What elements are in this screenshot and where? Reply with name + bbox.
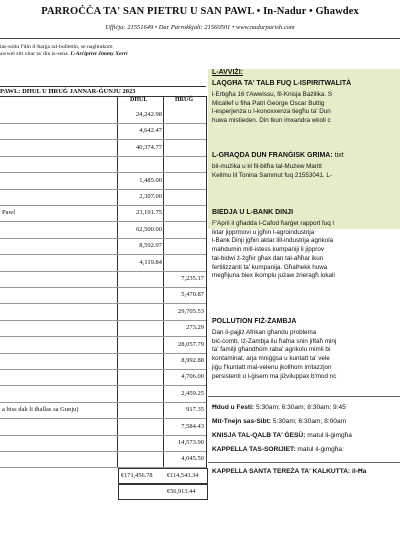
info-label: KAPPELLA TAS-SORIJIET: bbox=[212, 446, 296, 453]
expense-cell: 14,573.90 bbox=[178, 439, 204, 446]
table-row bbox=[0, 123, 206, 140]
expense-cell: 273.29 bbox=[186, 324, 204, 332]
income-header: DĦUL bbox=[130, 97, 148, 103]
expense-cell: 8,992.88 bbox=[181, 357, 204, 364]
signature: L-Arċipriet Jimmy Xerri bbox=[70, 51, 128, 57]
text-line: mahdumin mill-istess kumpaniji li jipprov bbox=[212, 246, 324, 254]
row-label: a biss dak li tħallas sa Ġunju) bbox=[2, 406, 79, 414]
header-divider bbox=[0, 38, 400, 39]
weekday-mass-times bbox=[212, 418, 346, 425]
intro-line: awwel sitt xhur ta' din is-sena. bbox=[0, 51, 69, 57]
intro-text bbox=[0, 44, 206, 58]
table-row bbox=[0, 173, 206, 190]
income-cell: 23,191.75 bbox=[136, 209, 162, 217]
balance-row bbox=[118, 484, 208, 500]
table-title: PAWL: DĦUL U ĦRUĠ JANNAR-ĠUNJU 2023 bbox=[0, 86, 206, 97]
expense-cell: 7,235.17 bbox=[181, 275, 204, 282]
income-cell: 4,119.84 bbox=[139, 258, 162, 266]
grima-heading-text: L-GĦAQDA DUN FRANĠISK GRIMA: bbox=[212, 152, 333, 159]
income-cell: 8,592.97 bbox=[139, 242, 162, 250]
table-row bbox=[0, 304, 206, 321]
income-cell: 40,374.77 bbox=[136, 143, 162, 151]
text-line: huwa mistieden. Din tkun imxandra wkoll c bbox=[212, 117, 331, 125]
parish-title: PARROĊĊA TA' SAN PIETRU U SAN PAWL • In-Nadur • Għawdex bbox=[41, 6, 359, 17]
text-line: tal-bidwi ż-żgħir għax dan tal-aħħar ikun bbox=[212, 254, 324, 262]
sacred-heart-church-times bbox=[212, 432, 352, 439]
text-line: Kellmu lil Tonina Sammut fuq 21553041. L- bbox=[212, 171, 332, 179]
section-divider bbox=[208, 462, 400, 463]
table-row bbox=[0, 189, 206, 206]
expense-cell: 28,057.79 bbox=[178, 340, 204, 348]
table-row bbox=[0, 320, 206, 337]
table-row bbox=[0, 238, 206, 255]
table-row bbox=[0, 255, 206, 272]
prayer-meeting-heading: LAQGĦA TA' TALB FUQ L-ISPIRITWALITÀ bbox=[212, 80, 352, 87]
text-line: Dan il-pajjiż Afrikan għandu problema bbox=[212, 329, 317, 336]
grid-line bbox=[206, 96, 207, 468]
sunday-mass-times bbox=[212, 404, 346, 411]
sisters-chapel-times bbox=[212, 446, 344, 453]
info-value: matul il-ġimgħa bbox=[307, 432, 352, 439]
table-row bbox=[0, 419, 206, 436]
teresa-chapel-times bbox=[212, 468, 366, 475]
text-line: Micallef u fiha Patri George Oscar Buttig bbox=[212, 99, 325, 107]
text-line: iktar jipprmovi u jgħin l-agroindustrija bbox=[212, 228, 315, 236]
income-cell: 1,485.00 bbox=[139, 176, 162, 184]
info-value: 5:30am; 6:30am; 8:30am; 9:45 bbox=[255, 404, 346, 411]
table-row bbox=[0, 451, 206, 468]
info-label: KNISJA TAL-QALB TA' ĠESÙ: bbox=[212, 432, 306, 439]
text-line: ta' familji għandhom raba' agrikolu mimli bi bbox=[212, 346, 331, 354]
parish-contacts: Uffiċju: 21551649 • Dar Parrokkjali: 21560501 • www.nadurparish.com bbox=[105, 24, 295, 31]
income-cell: 2,307.00 bbox=[139, 193, 162, 200]
agriculture-heading: BIEDJA U L-BANK DINJI bbox=[212, 209, 294, 216]
agriculture-text bbox=[212, 220, 400, 281]
text-line: l-Erbgħa 16 t'Awwissu, fil-Knisja Bażilika. S bbox=[212, 91, 333, 98]
table-row bbox=[0, 353, 206, 370]
page-header bbox=[0, 0, 400, 40]
expense-cell: 917.35 bbox=[186, 406, 204, 414]
text-line: F'April il għadda l-Cafod ħarġet rapport fuq l bbox=[212, 220, 334, 227]
expense-cell: 4,706.00 bbox=[181, 373, 204, 381]
info-label: Ħdud u Festi: bbox=[212, 404, 255, 411]
totals-block bbox=[118, 468, 206, 506]
info-value: matul il-ġimgħa: bbox=[297, 446, 344, 453]
row-label: Pawl bbox=[2, 209, 15, 217]
text-line: persistenti u l-ġisem ma jiżviluppax b'mod nc bbox=[212, 372, 337, 380]
table-row bbox=[0, 435, 206, 452]
text-line: l-esperjenza u l-konoxxenza tiegħu ta' Dun bbox=[212, 108, 331, 116]
table-row bbox=[0, 369, 206, 386]
income-cell: 24,242.98 bbox=[136, 111, 162, 118]
expense-header: ĦRUĠ bbox=[175, 97, 193, 103]
table-column-headers bbox=[0, 96, 206, 106]
table-row bbox=[0, 156, 206, 173]
table-row bbox=[0, 205, 206, 222]
table-row bbox=[0, 287, 206, 304]
intro-line: tas-soltu f'din il-ħarġa tal-bullettin, se naghtukom bbox=[0, 44, 113, 50]
total-expense: €114,543.34 bbox=[167, 472, 199, 479]
grima-heading bbox=[212, 152, 344, 159]
info-label: KAPPELLA SANTA TEREŻA TA' KALKUTTA: bbox=[212, 468, 351, 475]
balance: €56,913.44 bbox=[167, 488, 196, 495]
text-line: bil-mużika u kl fil-bitħa tal-Mużew Maritt bbox=[212, 163, 322, 170]
totals-row bbox=[118, 468, 208, 484]
table-row bbox=[0, 337, 206, 354]
expense-cell: 7,584.43 bbox=[181, 422, 204, 430]
income-cell: 62,500.00 bbox=[136, 225, 162, 233]
info-value: 5:30am; 6:30am; 8:00am bbox=[272, 418, 347, 425]
table-row bbox=[0, 271, 206, 288]
table-row bbox=[0, 402, 206, 419]
table-row bbox=[0, 222, 206, 239]
table-row bbox=[0, 140, 206, 157]
section-divider bbox=[208, 396, 400, 397]
pollution-text bbox=[212, 329, 400, 381]
grima-heading-tail: tixt bbox=[334, 152, 344, 159]
grima-text bbox=[212, 163, 400, 180]
prayer-meeting-text bbox=[212, 91, 400, 126]
expense-cell: 29,705.53 bbox=[178, 307, 204, 315]
pollution-heading: POLLUTION FIŻ-ŻAMBJA bbox=[212, 318, 297, 325]
expense-cell: 4,045.50 bbox=[181, 455, 204, 463]
expense-cell: 5,470.87 bbox=[181, 291, 204, 299]
income-cell: 4,642.47 bbox=[139, 127, 162, 135]
expense-cell: 2,459.25 bbox=[181, 389, 204, 397]
text-line: jiġu f'kuntatt mal-velenu jkollhom irritazzjon bbox=[212, 363, 332, 371]
text-line: fertilizzanti ta' kumpanija. Għalhekk huwa bbox=[212, 263, 328, 271]
text-line: megħjuna biex ikomplu jużaw żrieragħ lokali bbox=[212, 272, 335, 280]
total-income: €171,456.78 bbox=[121, 472, 153, 479]
notices-heading: L-AVVIŻI: bbox=[212, 69, 243, 76]
table-row bbox=[0, 107, 206, 124]
text-line: l-Bank Dinji jgħin aktar lill-industrija agrikola bbox=[212, 237, 334, 245]
text-line: biċ-ċomb. Iż-Żambja ilu ħafna snin jiftaħ minj bbox=[212, 337, 337, 345]
info-label: Mit-Tnejn sas-Sibt: bbox=[212, 418, 271, 425]
info-value: il-Ħa bbox=[352, 468, 367, 475]
text-line: kontaminat, arja mniġġsa u kuntatt ta' vele bbox=[212, 355, 330, 363]
table-row bbox=[0, 386, 206, 403]
